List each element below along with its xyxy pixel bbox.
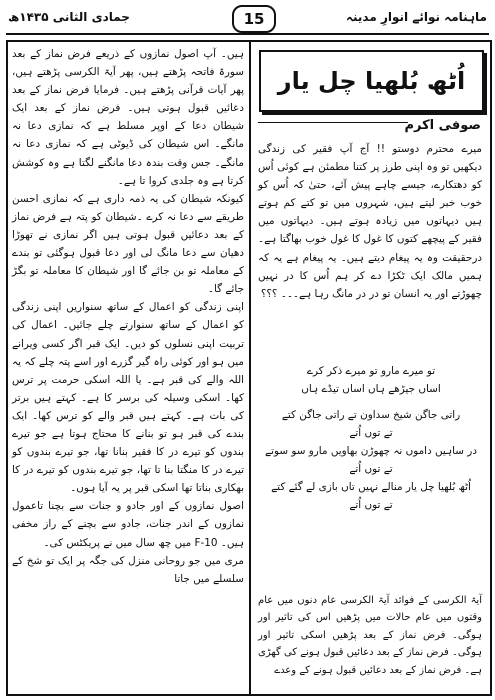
left-paragraph: اصول نمازوں کے اور جادو و جنات سے بچنا تاعمول نمازوں کے اندر جنات، جادو سے بچنے کے راز مخفی ہیں۔ F-10 میں چھ سال میں نے پریکٹس کی۔ [12, 500, 244, 549]
right-bottom-paragraph: آیۃ الکرسی کے فوائد آیۃ الکرسی عام دنوں میں عام وقتوں میں عام حالات میں پڑھیں اس کی تاثیر اور ہوگی۔ فرض نماز کے بعد پڑھیں اسکی تاثیر اور ہوگی۔ فرض نماز کے بعد دعائیں قبول ہونے کی گھڑی ہے۔ فرض نماز کے بعد دعائیں قبول ہونے کے وعدے [258, 595, 482, 676]
poem-verse: تے توں اُتے [349, 463, 393, 475]
magazine-name: ماہنامہ نوائے انوارِ مدینہ [345, 10, 487, 24]
left-paragraph: مری میں جو روحانی منزل کی جگہ پر ایک تو شخ کے سلسلے میں جاتا [12, 554, 244, 585]
article-author: صوفی اکرم [404, 118, 481, 133]
intro-paragraph [258, 140, 482, 303]
page-header [6, 4, 489, 34]
poem-verse: تو میرے مارو تو میرے ذکر کرے [306, 365, 436, 377]
poem-verse: اساں جیڑھے ہاں اساں تیڈے ہاں [301, 383, 441, 395]
poem-verse: راتی جاگن شیخ سداون تے راتی جاگن کتے [281, 409, 461, 421]
column-divider [249, 40, 251, 694]
author-rule [258, 122, 408, 123]
left-paragraph: ہیں۔ آپ اصول نمازوں کے ذریعے فرض نماز کے بعد سورۃ فاتحہ پڑھتے ہیں، پھر آیۃ الکرسی پڑھتے ہیں، پھر آیات قرآنی پڑھتے ہیں۔ فرمایا فرض نماز کے بعد دعائیں قبول ہوتی ہیں۔ فرض نماز کے بعد ایک شیطان دعا کے اوپر مسلط ہے کہ نمازی دعا نہ مانگے۔ اس شیطان کی ڈیوٹی ہے کہ نمازی دعا نہ مانگے۔ جس وقت بندہ دعا مانگنے لگتا ہے وہ کوشش کرتا ہے وہ جلدی کروا تا ہے۔ [12, 48, 244, 187]
poem-verse: تے توں اُتے [349, 499, 393, 511]
poem-verse: در ساہیں داموں نہ چھوڑن بھاویں مارو سو سوتے [265, 445, 477, 457]
header-rule [6, 33, 489, 35]
left-paragraph: اپنی زندگی کو اعمال کے ساتھ سنواریں اپنی زندگی کو اعمال کے ساتھ سنوارتے چلے جائیں۔ اعمال کی تربیت اپنی نسلوں کو دیں۔ ایک قبر اگر کسی ویرانے میں ہو اور کوئی راہ گیر گزرے اور اسے پتہ چلے کہ یہ اللہ والے کی قبر ہے۔ یا اللہ اسکی حرمت پر ترس کھا۔ اسکی وسیلہ کی برسر کا ہے۔ کہتے ہیں برتر کی بات ہے۔ کہتے ہیں قبر والے کو ترس کھا۔ ایک بندے کی قبر ہو تو بنانے کا محتاج ہوتا ہے جو تیرے بندوں کو تیرے در کا فقیر بنانا تھا، جو تیرے بندوں کو تیرے در کا منگتا بنا تا تھا، جو تیرے بندوں کو تیرے در کا بھکاری بناتا تھا اسکی قبر پر یہ آیا ہوں۔ [12, 301, 244, 495]
poem-verse: تے توں اُتے [349, 427, 393, 439]
intro-text: میرے محترم دوستو !! آج آپ فقیر کی زندگی دیکھیں تو وہ اپنی طرز پر کتنا مطمئن ہے کوئی اُس کو دھتکارے، جیسے چاہے پیش آئے، حتیٰ کہ اُس کو خوب خبر لیتے ہیں، شہروں میں تو کتے کم ہوتے ہیں دیہاتوں میں زیادہ ہوتے ہیں۔ دیہاتوں میں فقیر کے پیچھے کتوں کا غول کا غول خوب بھاگتا ہے۔ درحقیقت وہ یہ پیغام دیتے ہیں۔ یہ پیغام ہے یہ کہ ہمیں مالک ایک ٹکڑا دے کر ہم اُس کا در نہیں چھوڑتے اور یہ انسان تو در در مانگ رہا ہے۔۔۔ ؟؟؟ [258, 143, 482, 300]
poem-verse: اُٹھ بُلھیا چل یار منالے نہیں تاں بازی لے گئے کتے [271, 481, 471, 493]
issue-date: جمادی الثانی ۱۴۳۵ھ [8, 10, 130, 24]
article-title: اُٹھ بُلھیا چل یار [277, 67, 466, 95]
left-paragraph: کیونکہ شیطان کی یہ ذمہ داری ہے کہ نمازی احسن طریقے سے دعا نہ کرے ۔شیطان کو پتہ ہے فرض نماز کے بعد دعائیں قبول ہوتی ہیں اگر نمازی نے تھوڑا دھیان سے دعا مانگ لی اور دعا قبول ہوگئی تو بندے کے معاملہ تو بن جائے گا اور شیطان کا معاملہ تو بگڑ جائے گا۔ [12, 192, 244, 296]
article-title-box [259, 50, 484, 112]
left-column [12, 45, 244, 588]
page-number: 15 [232, 5, 276, 33]
right-column-bottom [258, 592, 482, 679]
poem-block [262, 362, 480, 514]
